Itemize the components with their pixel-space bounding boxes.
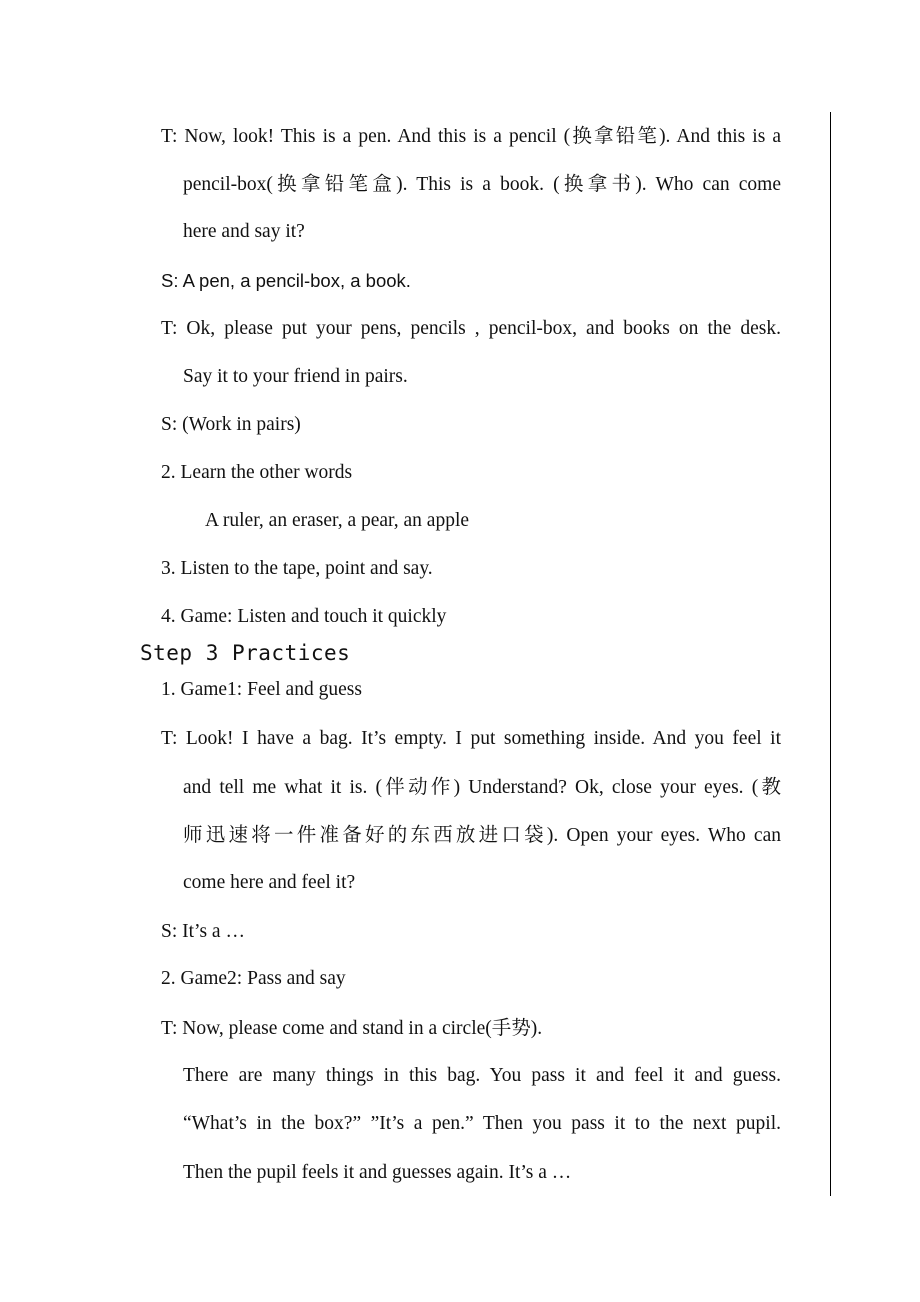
dialogue-line-continued: There are many things in this bag. You pass it and feel it and guess. xyxy=(183,1065,781,1086)
dialogue-line: S: It’s a … xyxy=(161,921,245,942)
list-item: 2. Learn the other words xyxy=(161,462,353,483)
dialogue-line-continued: Say it to your friend in pairs. xyxy=(183,366,408,387)
section-heading: Step 3 Practices xyxy=(140,641,351,665)
dialogue-line: T: Now, look! This is a pen. And this is a pencil (换拿铅笔). And this is a xyxy=(161,126,781,147)
page-margin-rule xyxy=(830,112,831,1196)
dialogue-line: T: Ok, please put your pens, pencils , pencil-box, and books on the desk. xyxy=(161,318,781,339)
list-item: 2. Game2: Pass and say xyxy=(161,968,346,989)
dialogue-line-continued: pencil-box(换拿铅笔盒). This is a book. (换拿书). Who can come xyxy=(183,174,781,195)
list-item: 1. Game1: Feel and guess xyxy=(161,679,362,700)
dialogue-line: S: (Work in pairs) xyxy=(161,414,301,435)
dialogue-line: S: A pen, a pencil-box, a book. xyxy=(161,270,411,291)
dialogue-line-continued: 师迅速将一件准备好的东西放进口袋). Open your eyes. Who can xyxy=(183,825,781,846)
list-item: 4. Game: Listen and touch it quickly xyxy=(161,606,447,627)
dialogue-line-continued: Then the pupil feels it and guesses again. It’s a … xyxy=(183,1162,572,1183)
dialogue-line-continued: here and say it? xyxy=(183,221,305,242)
dialogue-line: T: Look! I have a bag. It’s empty. I put something inside. And you feel it xyxy=(161,728,781,749)
dialogue-line-continued: “What’s in the box?” ”It’s a pen.” Then you pass it to the next pupil. xyxy=(183,1113,781,1134)
word-list: A ruler, an eraser, a pear, an apple xyxy=(205,510,470,531)
dialogue-line-continued: and tell me what it is. (伴动作) Understand? Ok, close your eyes. (教 xyxy=(183,777,781,798)
dialogue-line: T: Now, please come and stand in a circle(手势). xyxy=(161,1018,543,1039)
list-item: 3. Listen to the tape, point and say. xyxy=(161,558,433,579)
dialogue-line-continued: come here and feel it? xyxy=(183,872,356,893)
